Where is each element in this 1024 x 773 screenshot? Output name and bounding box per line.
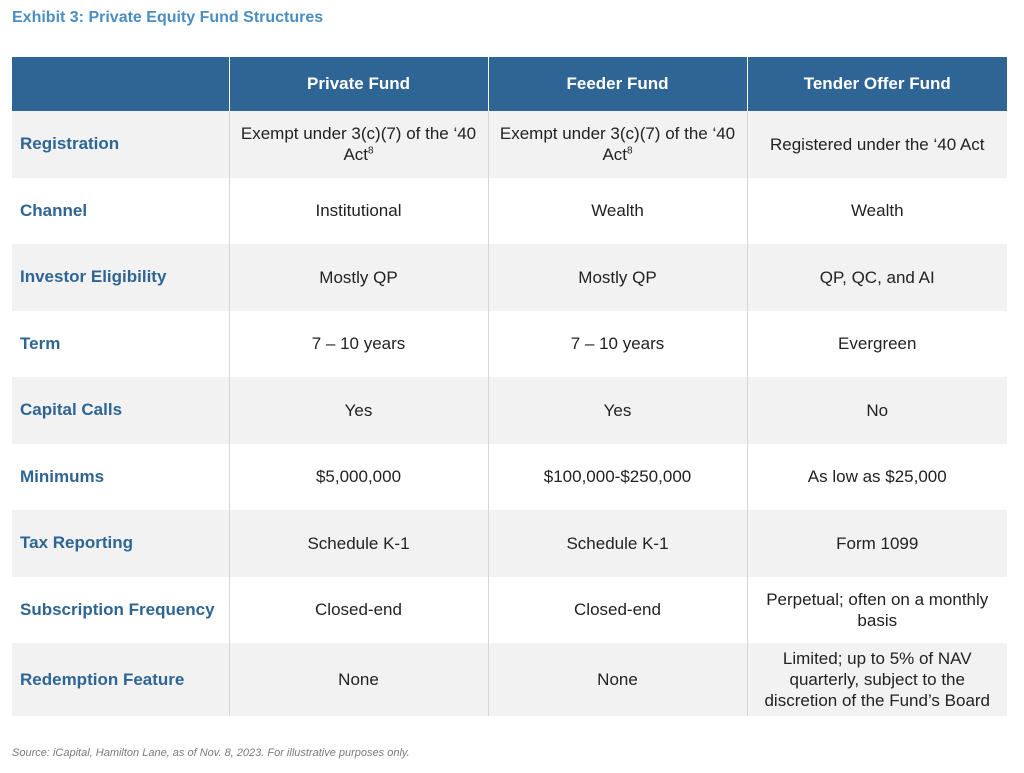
cell-tender-offer-fund: Perpetual; often on a monthly basis bbox=[766, 589, 989, 630]
cell-private-fund: Mostly QP bbox=[229, 244, 488, 311]
table-row bbox=[12, 643, 1007, 716]
cell-private-fund: 7 – 10 years bbox=[229, 311, 488, 378]
cell-tender-offer-fund: QP, QC, and AI bbox=[819, 267, 935, 287]
cell-tender-offer-fund: Form 1099 bbox=[836, 533, 919, 553]
table-row bbox=[12, 377, 1007, 444]
cell-private-fund: Closed-end bbox=[229, 577, 488, 644]
header-private-fund: Private Fund bbox=[229, 57, 488, 111]
header-tender-offer-fund: Tender Offer Fund bbox=[803, 74, 951, 93]
exhibit-title: Exhibit 3: Private Equity Fund Structures bbox=[12, 9, 324, 26]
cell-text: Exempt under 3(c)(7) of the ‘40 Act bbox=[499, 124, 736, 165]
row-label: Tax Reporting bbox=[12, 510, 229, 577]
table-row bbox=[12, 111, 1007, 178]
cell-tender-offer-fund: Limited; up to 5% of NAV quarterly, subject to the discretion of the Fund’s Board bbox=[764, 649, 991, 710]
cell-feeder-fund: Wealth bbox=[488, 178, 747, 245]
cell-tender-offer-fund: As low as $25,000 bbox=[807, 467, 947, 487]
cell-tender-offer-fund bbox=[747, 111, 1007, 178]
row-label: Subscription Frequency bbox=[12, 577, 229, 644]
table-row bbox=[12, 444, 1007, 511]
footnote-ref: 8 bbox=[368, 145, 374, 157]
cell-tender-offer-fund: No bbox=[866, 400, 889, 420]
row-label: Redemption Feature bbox=[12, 643, 229, 716]
cell-feeder-fund: $100,000-$250,000 bbox=[488, 444, 747, 511]
row-label: Capital Calls bbox=[12, 377, 229, 444]
table-row bbox=[12, 311, 1007, 378]
cell-private-fund: Yes bbox=[229, 377, 488, 444]
footnote-ref: 8 bbox=[627, 145, 633, 157]
row-label: Term bbox=[12, 311, 229, 378]
cell-text: Exempt under 3(c)(7) of the ‘40 Act bbox=[240, 124, 477, 165]
cell-private-fund bbox=[229, 111, 488, 178]
table-row bbox=[12, 244, 1007, 311]
cell-private-fund: None bbox=[229, 643, 488, 716]
table-row bbox=[12, 178, 1007, 245]
cell-feeder-fund bbox=[488, 111, 747, 178]
row-label: Registration bbox=[12, 111, 229, 178]
cell-feeder-fund: 7 – 10 years bbox=[488, 311, 747, 378]
row-label: Minimums bbox=[12, 444, 229, 511]
cell-feeder-fund: Schedule K-1 bbox=[488, 510, 747, 577]
cell-tender-offer-fund: Evergreen bbox=[838, 334, 917, 354]
source-note: Source: iCapital, Hamilton Lane, as of Nov. 8, 2023. For illustrative purposes only. bbox=[12, 747, 410, 759]
cell-tender-offer-fund: Wealth bbox=[850, 201, 904, 221]
cell-feeder-fund: Closed-end bbox=[488, 577, 747, 644]
table-header-row bbox=[12, 57, 1007, 111]
header-corner bbox=[12, 57, 229, 111]
header-feeder-fund: Feeder Fund bbox=[488, 57, 747, 111]
table-row bbox=[12, 510, 1007, 577]
fund-structures-table bbox=[12, 57, 1007, 716]
cell-private-fund: Schedule K-1 bbox=[229, 510, 488, 577]
row-label: Channel bbox=[12, 178, 229, 245]
cell-private-fund: Institutional bbox=[229, 178, 488, 245]
cell-feeder-fund: Yes bbox=[488, 377, 747, 444]
cell-feeder-fund: None bbox=[488, 643, 747, 716]
table-row bbox=[12, 577, 1007, 644]
row-label: Investor Eligibility bbox=[12, 244, 229, 311]
cell-feeder-fund: Mostly QP bbox=[488, 244, 747, 311]
cell-private-fund: $5,000,000 bbox=[229, 444, 488, 511]
cell-text: Registered under the ‘40 Act bbox=[769, 134, 985, 154]
